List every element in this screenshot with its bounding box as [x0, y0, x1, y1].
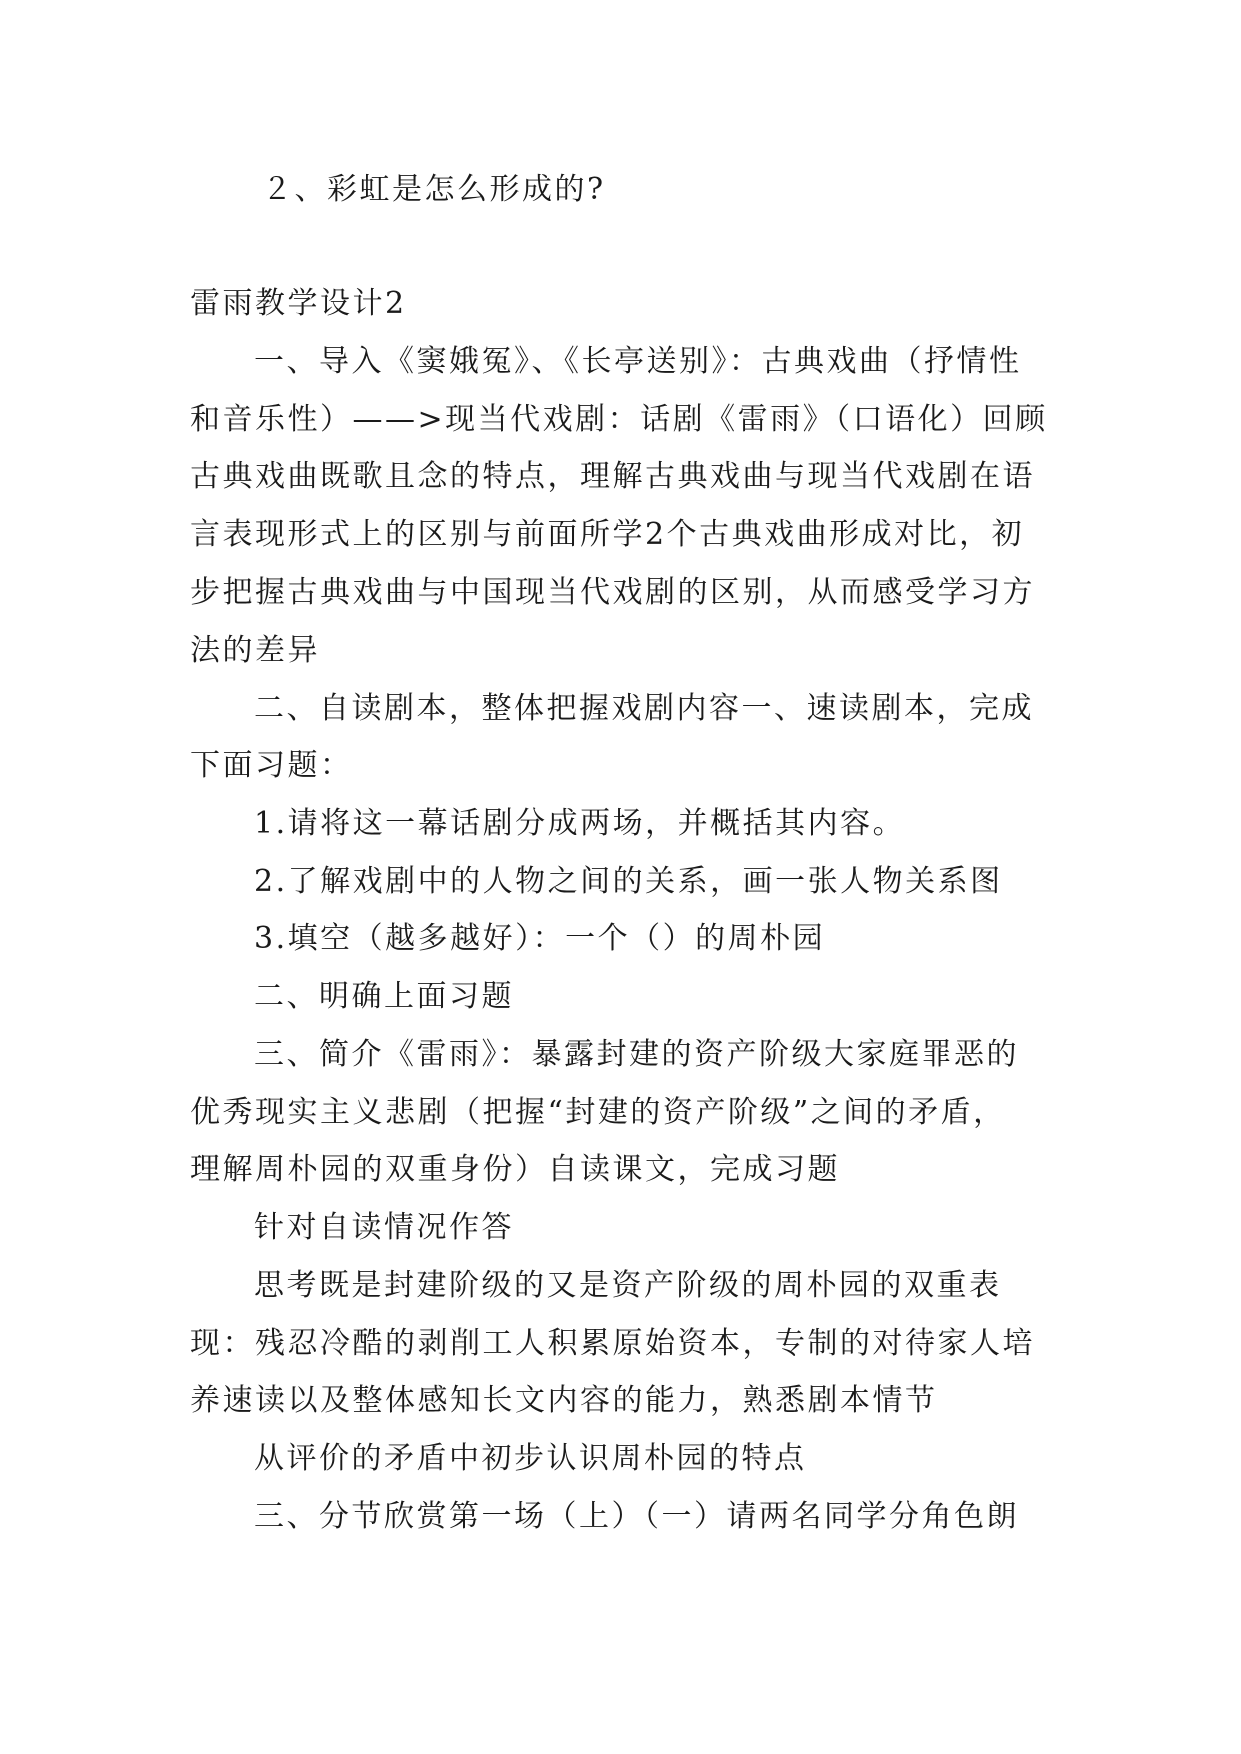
- paragraph-line: 现：残忍冷酷的剥削工人积累原始资本，专制的对待家人培: [190, 1326, 1035, 1361]
- paragraph-line: 和音乐性）——>现当代戏剧：话剧《雷雨》（口语化）回顾: [190, 402, 1048, 437]
- question-line: ２、彩虹是怎么形成的?: [262, 172, 606, 207]
- paragraph-line: 步把握古典戏曲与中国现当代戏剧的区别，从而感受学习方: [190, 575, 1035, 610]
- paragraph-line: 古典戏曲既歌且念的特点，理解古典戏曲与现当代戏剧在语: [190, 459, 1035, 494]
- list-item: 2.了解戏剧中的人物之间的关系，画一张人物关系图: [254, 864, 1003, 899]
- paragraph-line: 优秀现实主义悲剧（把握“封建的资产阶级”之间的矛盾，: [190, 1095, 1006, 1130]
- paragraph-line: 养速读以及整体感知长文内容的能力，熟悉剧本情节: [190, 1383, 938, 1418]
- paragraph-line: 三、分节欣赏第一场（上）（一）请两名同学分角色朗: [254, 1499, 1019, 1534]
- paragraph-line: 二、自读剧本，整体把握戏剧内容一、速读剧本，完成: [254, 691, 1034, 726]
- paragraph-line: 针对自读情况作答: [254, 1210, 514, 1245]
- list-item: 3.填空（越多越好）：一个（）的周朴园: [254, 921, 826, 956]
- paragraph-line: 三、简介《雷雨》：暴露封建的资产阶级大家庭罪恶的: [254, 1037, 1019, 1072]
- paragraph-line: 理解周朴园的双重身份）自读课文，完成习题: [190, 1152, 840, 1187]
- paragraph-line: 思考既是封建阶级的又是资产阶级的周朴园的双重表: [254, 1268, 1002, 1303]
- paragraph-line: 二、明确上面习题: [254, 979, 514, 1014]
- paragraph-line: 一、导入《窦娥冤》、《长亭送别》：古典戏曲（抒情性: [254, 344, 1022, 379]
- section-title: 雷雨教学设计2: [190, 286, 407, 321]
- paragraph-line: 从评价的矛盾中初步认识周朴园的特点: [254, 1441, 807, 1476]
- paragraph-line: 言表现形式上的区别与前面所学2个古典戏曲形成对比，初: [190, 517, 1025, 552]
- paragraph-line: 法的差异: [190, 633, 320, 668]
- paragraph-line: 下面习题：: [190, 748, 353, 783]
- list-item: 1.请将这一幕话剧分成两场，并概括其内容。: [254, 806, 906, 841]
